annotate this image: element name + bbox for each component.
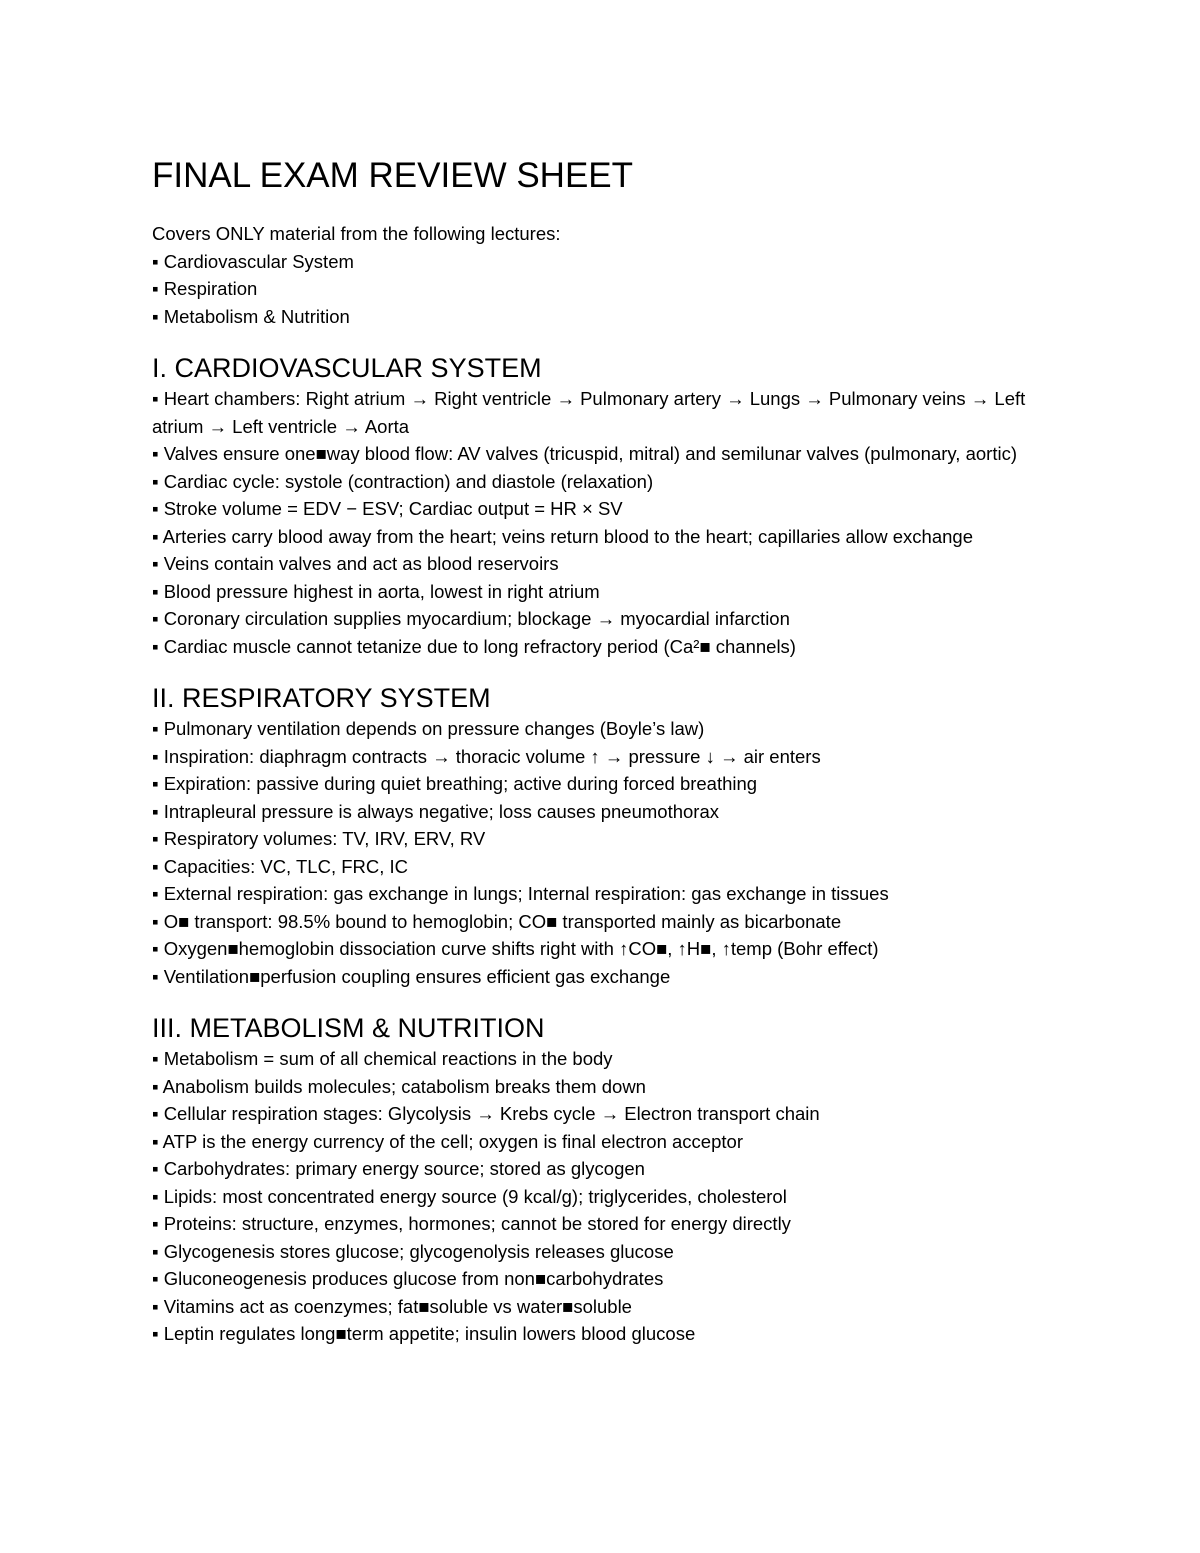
list-item: ▪ Ventilation■perfusion coupling ensures efficient gas exchange [152, 965, 671, 987]
section-heading: II. RESPIRATORY SYSTEM [152, 683, 491, 713]
list-item: ▪ External respiration: gas exchange in lungs; Internal respiration: gas exchange in tissues [152, 883, 889, 904]
section-metabolism [152, 1011, 1052, 1348]
section-cardiovascular [152, 351, 1052, 660]
list-item: ▪ Coronary circulation supplies myocardium; blockage → myocardial infarction [152, 608, 790, 629]
list-item: ▪ ATP is the energy currency of the cell; oxygen is final electron acceptor [152, 1130, 743, 1152]
list-item: ▪ Expiration: passive during quiet breathing; active during forced breathing [152, 773, 758, 794]
list-item: ▪ Metabolism = sum of all chemical reactions in the body [152, 1048, 613, 1069]
list-item: ▪ Lipids: most concentrated energy source (9 kcal/g); triglycerides, cholesterol [152, 1185, 787, 1207]
section-list [152, 385, 1052, 660]
list-item: ▪ Valves ensure one■way blood flow: AV valves (tricuspid, mitral) and semilunar valves (pulmonary, aortic) [152, 443, 1017, 464]
list-item: ▪ Inspiration: diaphragm contracts → thoracic volume ↑ → pressure ↓ → air enters [152, 745, 821, 767]
list-item: ▪ Pulmonary ventilation depends on pressure changes (Boyle’s law) [152, 718, 705, 739]
list-item: ▪ Intrapleural pressure is always negative; loss causes pneumothorax [152, 800, 719, 822]
list-item: ▪ Leptin regulates long■term appetite; insulin lowers blood glucose [152, 1323, 696, 1344]
list-item: ▪ Glycogenesis stores glucose; glycogenolysis releases glucose [152, 1240, 674, 1262]
lecture-list [152, 248, 1052, 331]
list-item: ▪ Cellular respiration stages: Glycolysis → Krebs cycle → Electron transport chain [152, 1103, 820, 1124]
list-item: ▪ Cardiac muscle cannot tetanize due to long refractory period (Ca²■ channels) [152, 635, 796, 657]
section-heading: III. METABOLISM & NUTRITION [152, 1013, 545, 1043]
section-list [152, 715, 1052, 990]
section-list [152, 1045, 1052, 1348]
list-item: ▪ Carbohydrates: primary energy source; stored as glycogen [152, 1158, 645, 1179]
list-item: ▪ Gluconeogenesis produces glucose from non■carbohydrates [152, 1268, 664, 1289]
section-heading: I. CARDIOVASCULAR SYSTEM [152, 353, 542, 383]
list-item: ▪ Anabolism builds molecules; catabolism breaks them down [152, 1075, 646, 1097]
list-item: ▪ Proteins: structure, enzymes, hormones; cannot be stored for energy directly [152, 1213, 791, 1234]
list-item: ▪ O■ transport: 98.5% bound to hemoglobin; CO■ transported mainly as bicarbonate [152, 910, 842, 932]
list-item: ▪ Oxygen■hemoglobin dissociation curve shifts right with ↑CO■, ↑H■, ↑temp (Bohr effect) [152, 938, 879, 959]
list-item: ▪ Cardiovascular System [152, 250, 354, 272]
list-item: ▪ Metabolism & Nutrition [152, 305, 350, 327]
page-title: FINAL EXAM REVIEW SHEET [152, 156, 634, 195]
list-item: ▪ Cardiac cycle: systole (contraction) and diastole (relaxation) [152, 470, 654, 492]
list-item: ▪ Vitamins act as coenzymes; fat■soluble vs water■soluble [152, 1295, 632, 1317]
document-page [152, 150, 1052, 1348]
intro-block [152, 220, 1052, 330]
list-item: ▪ Capacities: VC, TLC, FRC, IC [152, 855, 409, 877]
list-item: ▪ Arteries carry blood away from the heart; veins return blood to the heart; capillaries allow exchange [152, 525, 973, 547]
list-item: ▪ Stroke volume = EDV − ESV; Cardiac output = HR × SV [152, 498, 623, 519]
list-item: ▪ Blood pressure highest in aorta, lowest in right atrium [152, 580, 600, 602]
intro-lead: Covers ONLY material from the following lectures: [152, 223, 561, 244]
list-item: ▪ Respiratory volumes: TV, IRV, ERV, RV [152, 828, 486, 849]
list-item: ▪ Respiration [152, 278, 258, 299]
list-item: ▪ Veins contain valves and act as blood reservoirs [152, 553, 559, 574]
list-item: ▪ Heart chambers: Right atrium → Right ventricle → Pulmonary artery → Lungs → Pulmonary veins → Left atrium → Left ventricle → Aorta [152, 388, 1026, 437]
section-respiratory [152, 681, 1052, 990]
